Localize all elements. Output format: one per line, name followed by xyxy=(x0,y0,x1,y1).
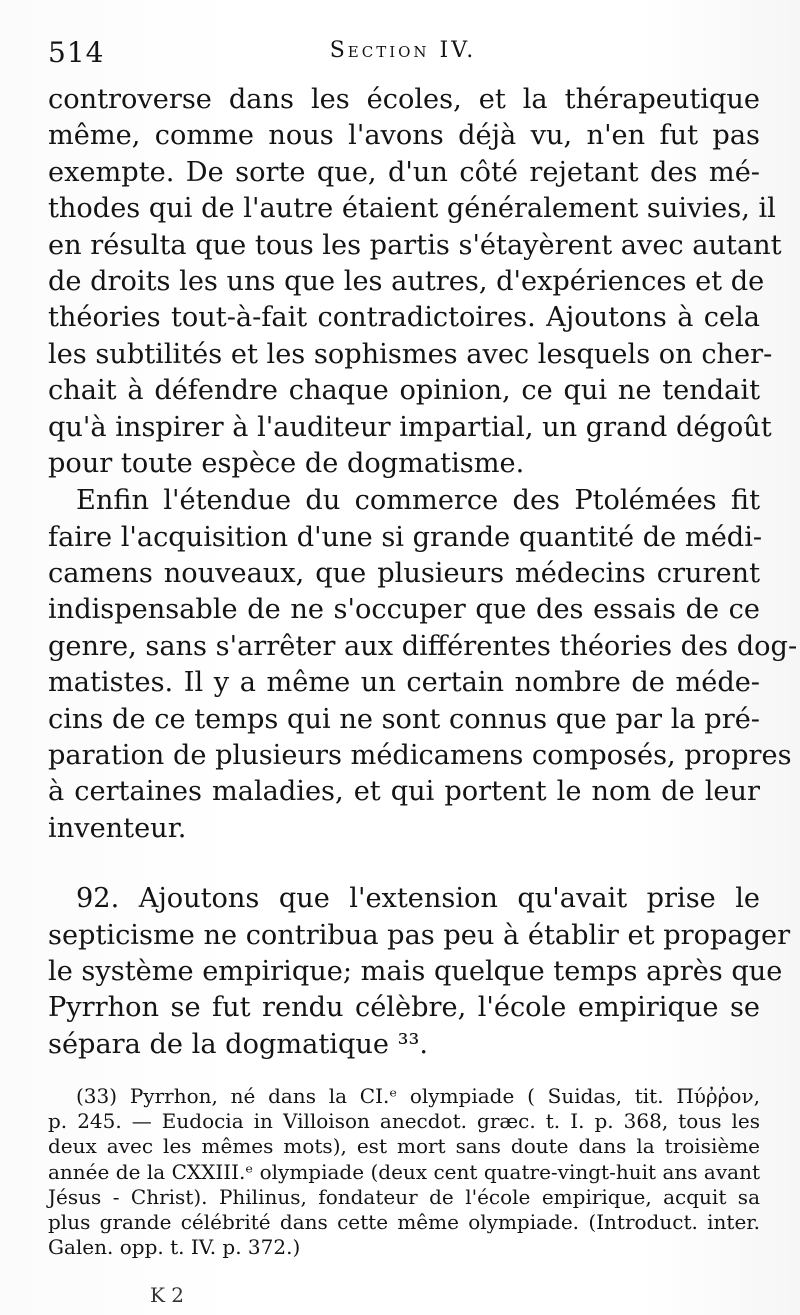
text-line: septicisme ne contribua pas peu à établir et propager xyxy=(48,919,791,951)
text-line: à certaines maladies, et qui portent le nom de leur xyxy=(48,776,760,808)
text-line: thodes qui de l'autre étaient généralement suivies, il xyxy=(48,193,776,225)
text-line: Pyrrhon se fut rendu célèbre, l'école empirique se xyxy=(48,992,760,1024)
page-number: 514 xyxy=(48,36,105,69)
text-line: 92. Ajoutons que l'extension qu'avait prise le xyxy=(76,883,760,915)
body-text xyxy=(48,82,798,1063)
text-line: les subtilités et les sophismes avec lesquels on cher- xyxy=(48,338,773,370)
text-line: inventeur. xyxy=(48,812,187,844)
text-line: cins de ce temps qui ne sont connus que par la pré- xyxy=(48,703,760,735)
paragraph-1 xyxy=(48,82,782,482)
text-line: Enfin l'étendue du commerce des Ptolémées fit xyxy=(76,485,760,517)
text-line: sépara de la dogmatique ³³. xyxy=(48,1028,429,1060)
text-line: camens nouveaux, que plusieurs médecins crurent xyxy=(48,558,760,590)
text-line: théories tout-à-fait contradictoires. Ajoutons à cela xyxy=(48,302,760,334)
footnotes xyxy=(48,1084,760,1260)
text-line: chait à défendre chaque opinion, ce qui ne tendait xyxy=(48,375,760,407)
text-line: matistes. Il y a même un certain nombre de méde- xyxy=(48,667,760,699)
text-line: exempte. De sorte que, d'un côté rejetant des mé- xyxy=(48,156,760,188)
footnote-line: (33) Pyrrhon, né dans la CI.ᵉ olympiade ( Suidas, tit. Πύῤῥον, xyxy=(76,1084,760,1108)
footnote-line: année de la CXXIII.ᵉ olympiade (deux cent quatre-vingt-huit ans avant xyxy=(48,1159,760,1184)
signature-mark: K 2 xyxy=(150,1283,185,1307)
text-line: indispensable de ne s'occuper que des essais de ce xyxy=(48,594,760,626)
text-line: pour toute espèce de dogmatisme. xyxy=(48,447,525,479)
paragraph-92 xyxy=(48,881,791,1063)
footnote-line: plus grande célébrité dans cette même olympiade. (Introduct. inter. xyxy=(48,1209,760,1234)
paragraph-2 xyxy=(48,483,798,847)
footnote-line: p. 245. — Eudocia in Villoison anecdot. græc. t. I. p. 368, tous les xyxy=(48,1109,760,1134)
footnote-line: Jésus - Christ). Philinus, fondateur de l'école empirique, acquit sa xyxy=(48,1184,760,1209)
text-line: faire l'acquisition d'une si grande quantité de médi- xyxy=(48,521,763,553)
text-line: paration de plusieurs médicamens composés, propres xyxy=(48,740,792,772)
footnote-line: Galen. opp. t. IV. p. 372.) xyxy=(48,1235,301,1260)
text-line: de droits les uns que les autres, d'expériences et de xyxy=(48,265,765,297)
section-title: Section IV. xyxy=(329,38,477,63)
text-line: genre, sans s'arrêter aux différentes théories des dog- xyxy=(48,630,798,662)
text-line: en résulta que tous les partis s'étayèrent avec autant xyxy=(48,229,782,261)
text-line: controverse dans les écoles, et la thérapeutique xyxy=(48,84,760,115)
text-line: le système empirique; mais quelque temps après que xyxy=(48,955,783,987)
text-line: même, comme nous l'avons déjà vu, n'en fut pas xyxy=(48,120,760,152)
footnote-line: deux avec les mêmes mots), est mort sans doute dans la troisième xyxy=(48,1134,760,1159)
page-header xyxy=(48,30,758,70)
text-line: qu'à inspirer à l'auditeur impartial, un grand dégoût xyxy=(48,411,772,443)
